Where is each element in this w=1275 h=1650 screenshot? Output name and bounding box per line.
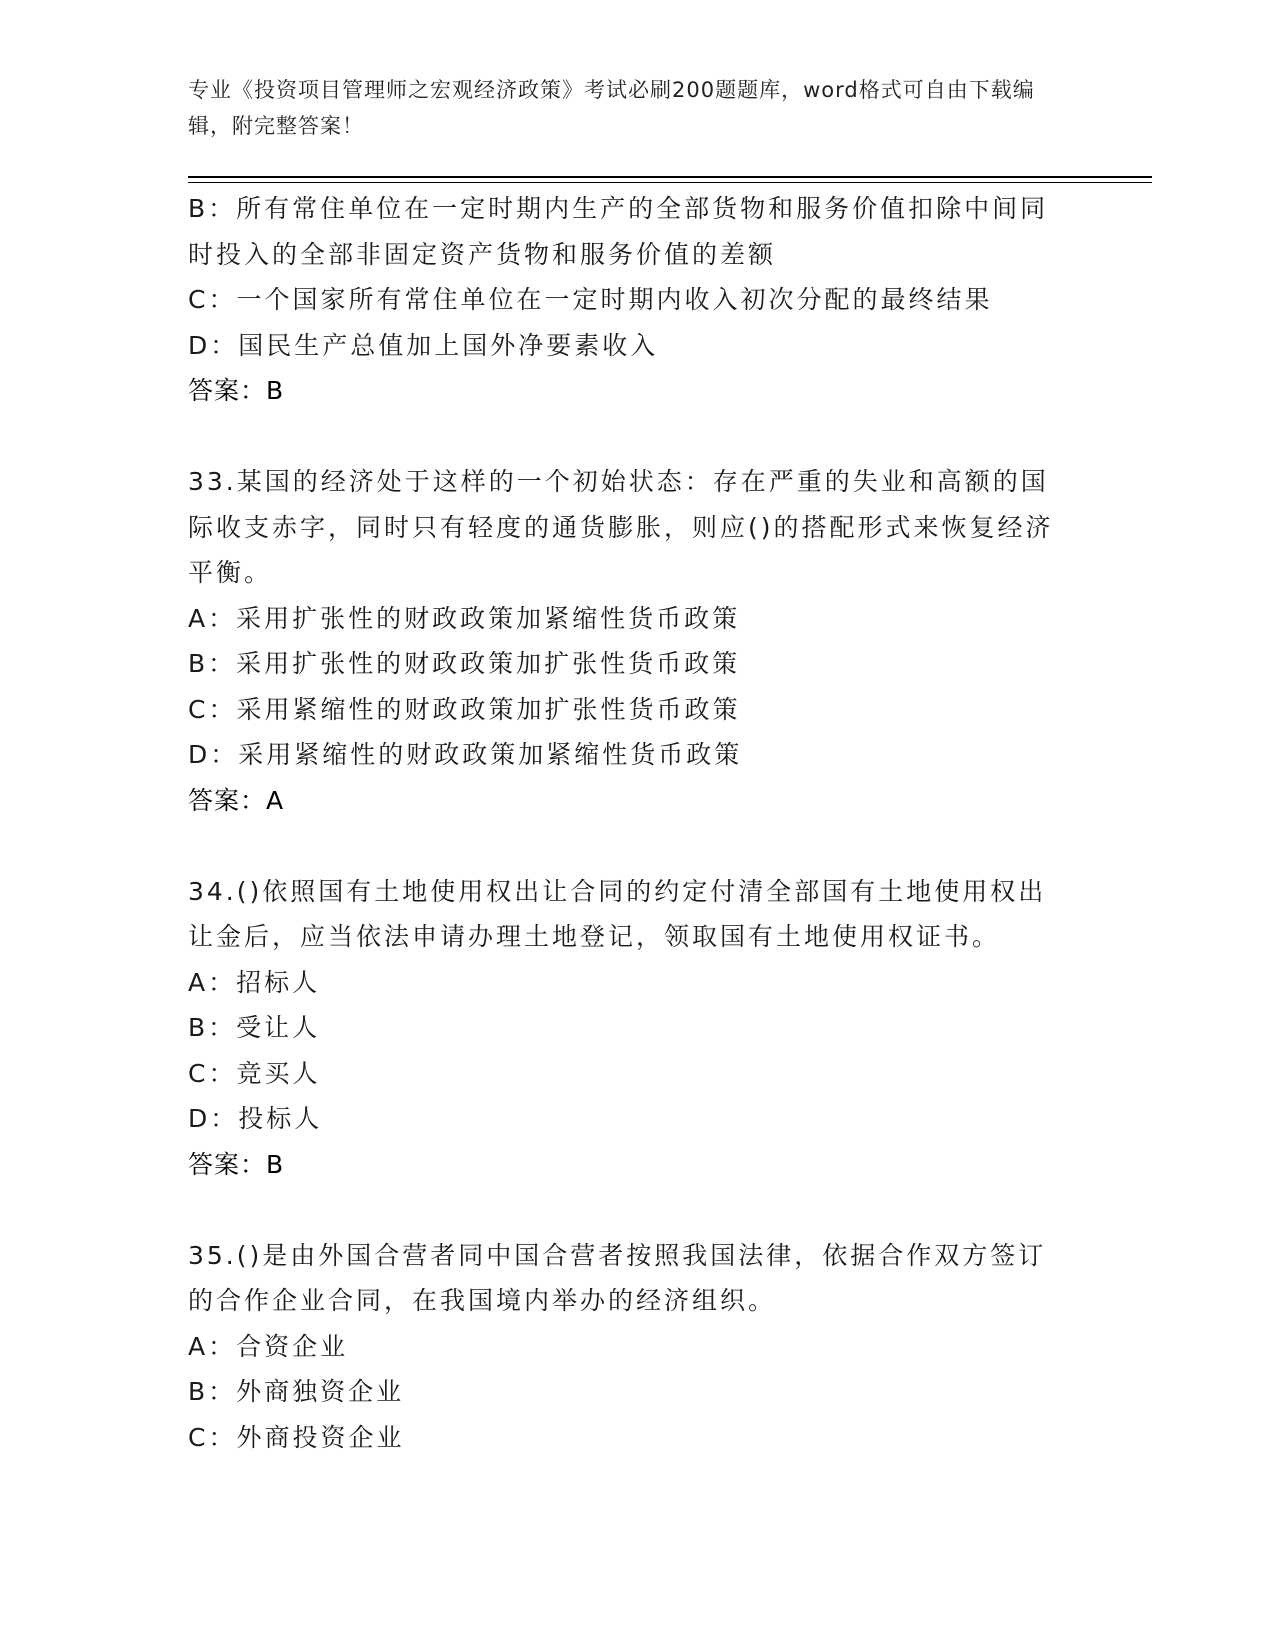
answer: 答案：B <box>188 376 285 405</box>
option-b: B：受让人 <box>188 1013 321 1042</box>
option-d: D：投标人 <box>188 1104 323 1133</box>
page-header: 专业《投资项目管理师之宏观经济政策》考试必刷200题题库，word格式可自由下载编辑，附完整答案！ <box>188 78 1035 138</box>
option-c: C：采用紧缩性的财政政策加扩张性货币政策 <box>188 694 741 724</box>
option-a: A：采用扩张性的财政政策加紧缩性货币政策 <box>188 603 741 633</box>
option-b: B：外商独资企业 <box>188 1377 405 1406</box>
option-c: C：外商投资企业 <box>188 1422 405 1452</box>
spacer <box>188 823 1068 869</box>
question-text: 34.()依照国有土地使用权出让合同的约定付清全部国有土地使用权出让金后，应当依法申请办理土地登记，领取国有土地使用权证书。 <box>188 876 1047 951</box>
option-a: A：合资企业 <box>188 1331 349 1361</box>
option-a: A：招标人 <box>188 967 321 997</box>
question-text: 33.某国的经济处于这样的一个初始状态：存在严重的失业和高额的国际收支赤字，同时只有轻度的通货膨胀，则应()的搭配形式来恢复经济平衡。 <box>188 467 1054 587</box>
spacer <box>188 1187 1068 1233</box>
option-c: C：一个国家所有常住单位在一定时期内收入初次分配的最终结果 <box>188 285 993 314</box>
option-b: B：所有常住单位在一定时期内生产的全部货物和服务价值扣除中间同时投入的全部非固定资产货物和服务价值的差额 <box>188 194 1049 269</box>
question-block-34 <box>188 869 1068 1188</box>
question-text: 35.()是由外国合营者同中国合营者按照我国法律，依据合作双方签订的合作企业合同，在我国境内举办的经济组织。 <box>188 1240 1047 1315</box>
spacer <box>188 414 1068 460</box>
answer: 答案：B <box>188 1149 285 1179</box>
answer: 答案：A <box>188 785 285 815</box>
header-rule-thin <box>188 182 1152 183</box>
question-block-33 <box>188 459 1068 823</box>
option-b: B：采用扩张性的财政政策加扩张性货币政策 <box>188 649 741 678</box>
question-block-35 <box>188 1233 1068 1461</box>
question-list <box>188 186 1068 1460</box>
option-d: D：采用紧缩性的财政政策加紧缩性货币政策 <box>188 740 743 769</box>
header-rule-thick <box>188 176 1152 178</box>
question-block-32 <box>188 186 1068 414</box>
option-c: C：竞买人 <box>188 1058 321 1088</box>
option-d: D：国民生产总值加上国外净要素收入 <box>188 330 659 360</box>
